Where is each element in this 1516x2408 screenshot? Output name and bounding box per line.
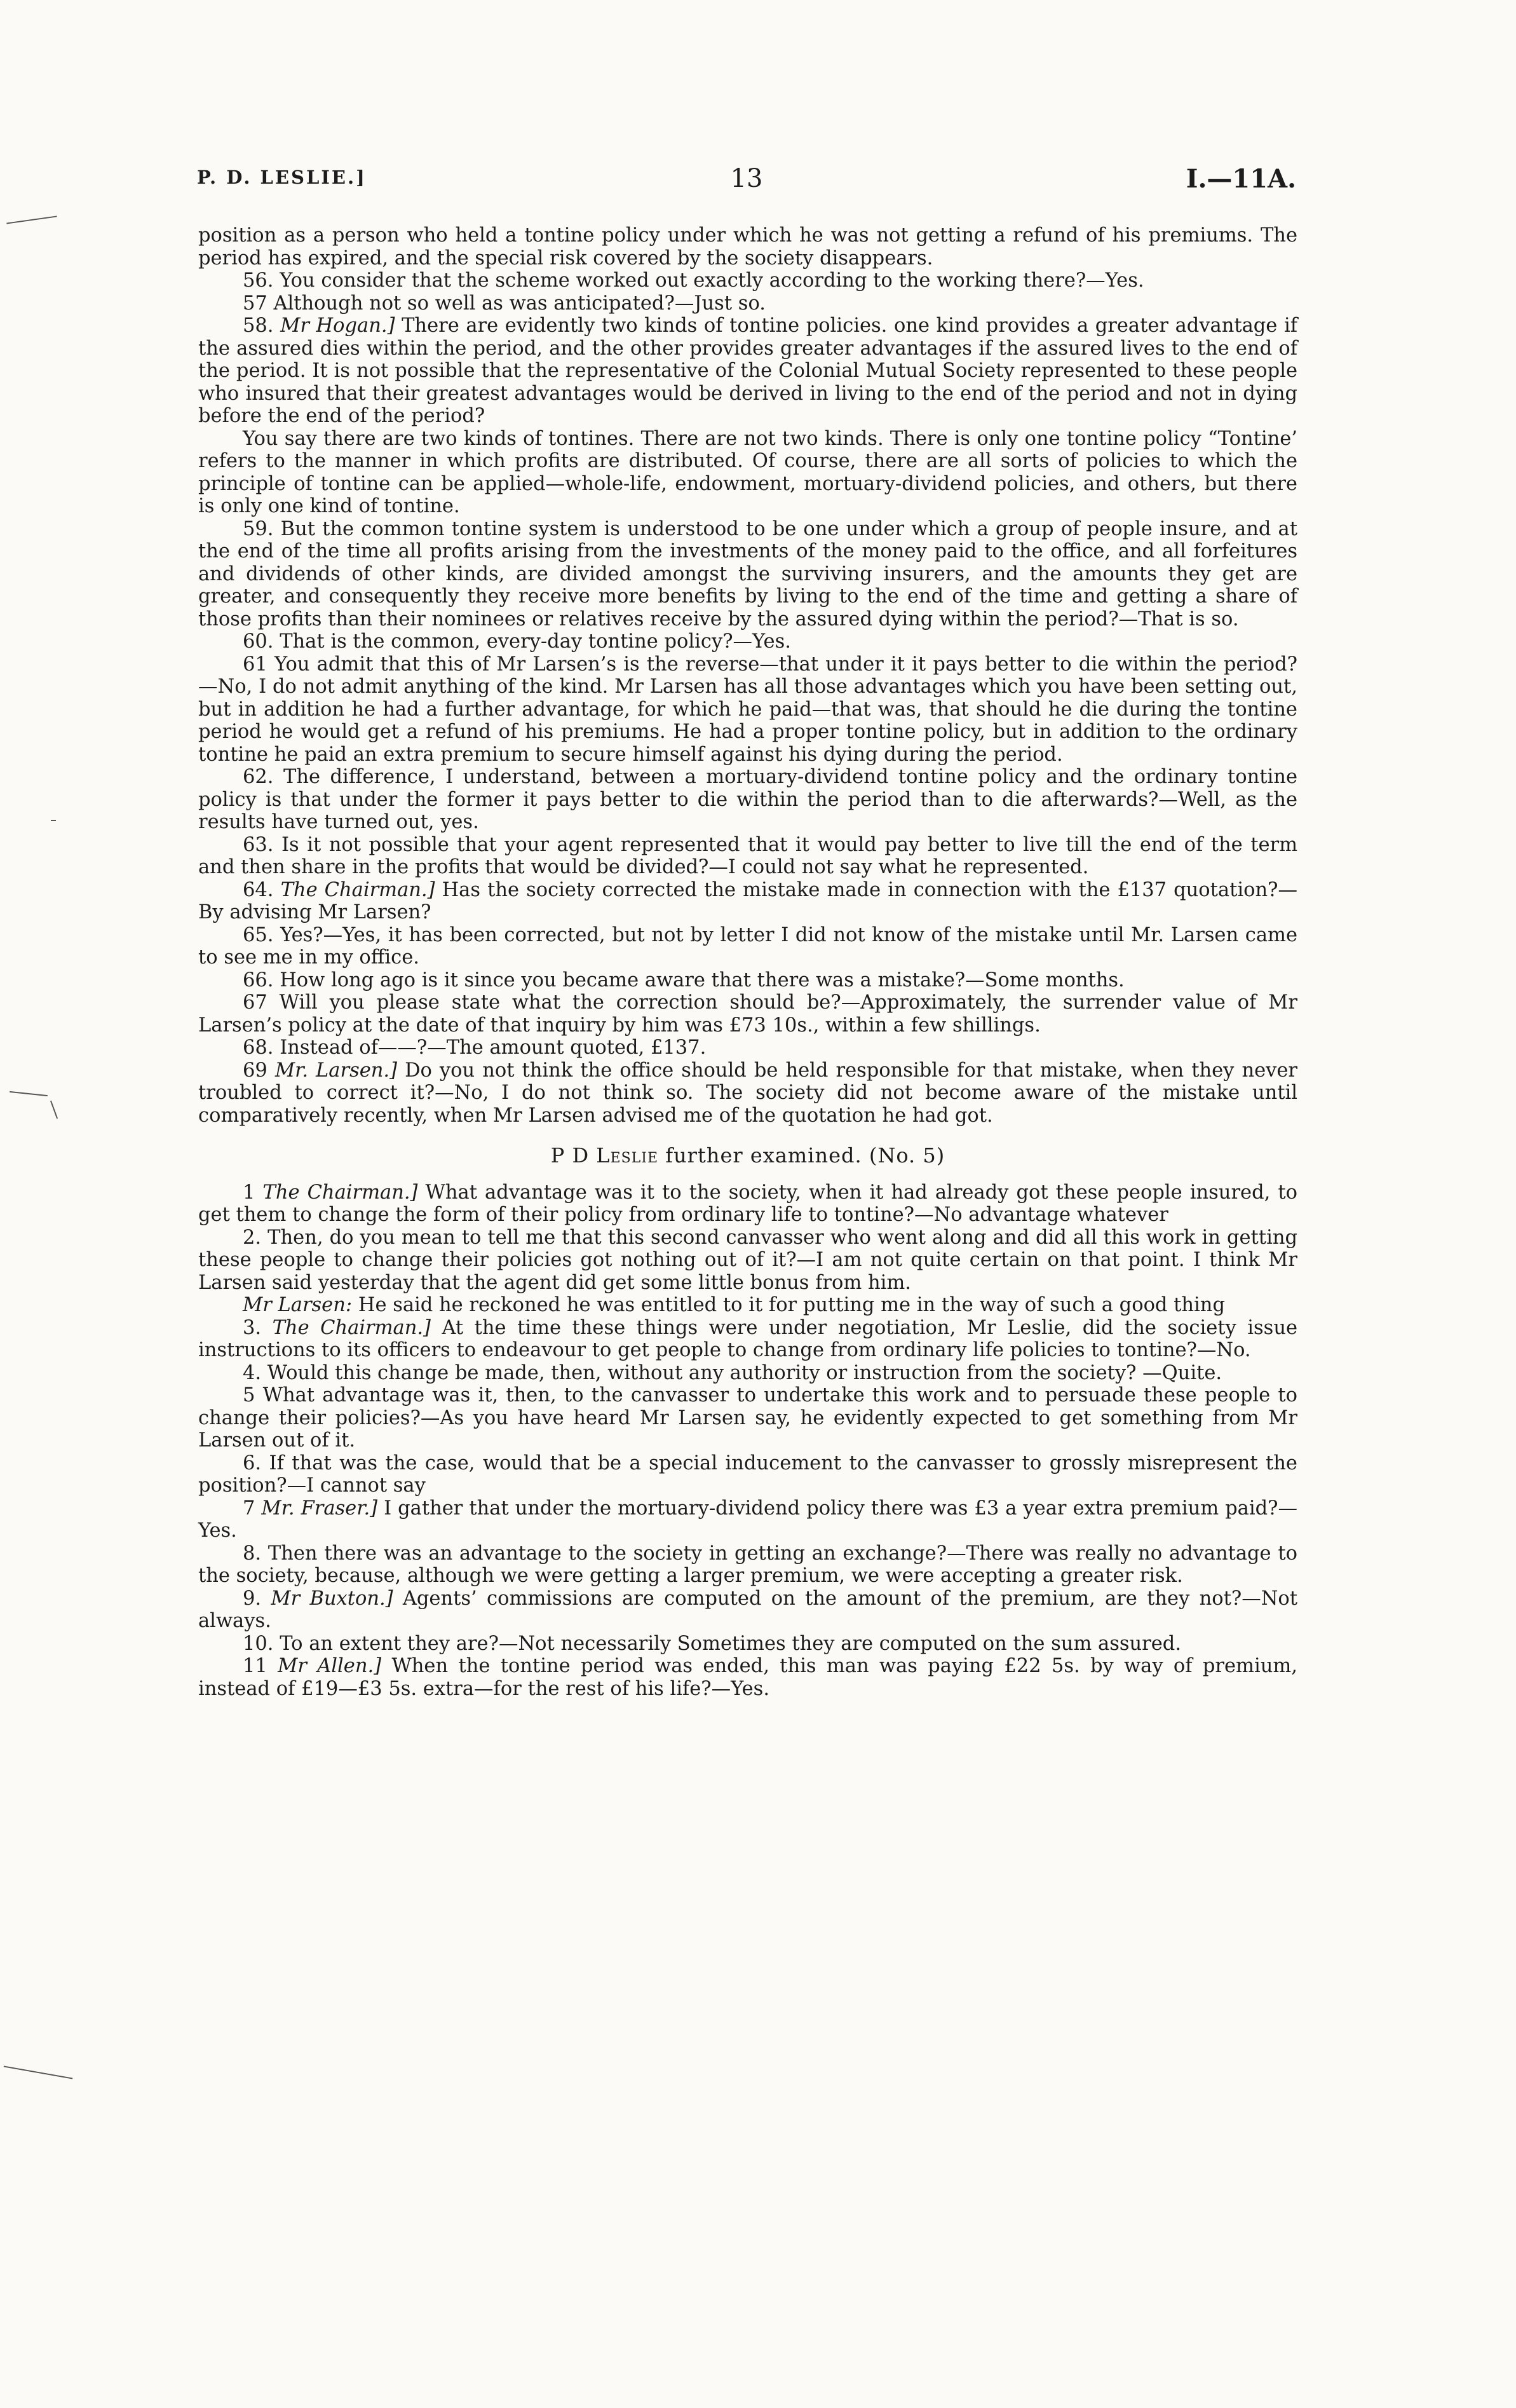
question-number: 9. bbox=[243, 1587, 262, 1610]
paragraph-text: Has the society corrected the mistake made in connection with the £137 quotation?—By advising Mr Larsen? bbox=[198, 878, 1297, 923]
paragraph-text: 66. How long ago is it since you became aware that there was a mistake?—Some months. bbox=[243, 969, 1125, 991]
qa-paragraph bbox=[198, 1452, 1297, 1497]
qa-paragraph bbox=[198, 1294, 1297, 1317]
paragraph-text: 5 What advantage was it, then, to the canvasser to undertake this work and to persuade these people to change their policies?—As you have heard Mr Larsen say, he evidently expected to get something from Mr Larsen out of it. bbox=[198, 1384, 1297, 1452]
question-number: 69 bbox=[243, 1059, 267, 1082]
paragraph-text: 63. Is it not possible that your agent represented that it would pay better to live till the end of the term and then share in the profits that would be divided?—I could not say what he represented. bbox=[198, 833, 1297, 878]
speaker: Mr Buxton.] bbox=[271, 1587, 393, 1610]
margin-mark bbox=[4, 2065, 73, 2079]
margin-mark bbox=[10, 1091, 48, 1096]
qa-paragraph bbox=[198, 1227, 1297, 1295]
paragraph-text: There are evidently two kinds of tontine policies. one kind provides a greater advantage if the assured dies within the period, and the other provides greater advantages if the assured lives to the end of the period. It is not possible that the representative of the Colonial Mutual Society represented to these people who insured that their greatest advantages would be derived in living to the end of the period and not in dying before the end of the period? bbox=[198, 315, 1297, 427]
witness-name: P. D. LESLIE.] bbox=[197, 167, 367, 188]
question-number: 11 bbox=[243, 1655, 267, 1677]
paragraph-text: When the tontine period was ended, this man was paying £22 5s. by way of premium, instead of £19—£3 5s. extra—for the rest of his life?—Yes. bbox=[198, 1655, 1297, 1700]
qa-paragraph bbox=[198, 991, 1297, 1037]
speaker: Mr Larsen: bbox=[243, 1294, 353, 1316]
paragraph-text: position as a person who held a tontine policy under which he was not getting a refund of his premiums. The period has expired, and the special risk covered by the society disappears. bbox=[198, 224, 1297, 269]
continuation-paragraph bbox=[198, 224, 1297, 269]
paragraph-text: 4. Would this change be made, then, without any authority or instruction from the society? —Quite. bbox=[243, 1361, 1222, 1384]
paragraph-text: 60. That is the common, every-day tontine policy?—Yes. bbox=[243, 630, 791, 653]
paragraph-text: 2. Then, do you mean to tell me that this second canvasser who went along and did all this work in getting these people to change their policies got nothing out of it?—I am not quite certain on that point. I think Mr Larsen said yesterday that the agent did get some little bonus from him. bbox=[198, 1226, 1297, 1294]
qa-paragraph bbox=[198, 653, 1297, 766]
document-ref: I.—11A. bbox=[1186, 164, 1296, 194]
page-body bbox=[198, 224, 1297, 1700]
paragraph-text: Do you not think the office should be held responsible for that mistake, when they never troubled to correct it?—No, I do not think so. The society did not become aware of the mistake until comparatively recently, when Mr Larsen advised me of the quotation he had got. bbox=[198, 1059, 1297, 1127]
paragraph-text: 8. Then there was an advantage to the society in getting an exchange?—There was really no advantage to the society, because, although we were getting a larger premium, we were accepting a greater risk. bbox=[198, 1542, 1297, 1587]
paragraph-text: What advantage was it to the society, when it had already got these people insured, to get them to change the form of their policy from ordinary life to tontine?—No advantage whatever bbox=[198, 1181, 1297, 1226]
paragraph-text: 56. You consider that the scheme worked out exactly according to the working there?—Yes. bbox=[243, 269, 1144, 292]
speaker: Mr. Fraser.] bbox=[261, 1497, 378, 1520]
continuation-paragraph bbox=[198, 428, 1297, 518]
margin-mark bbox=[6, 215, 57, 224]
qa-paragraph bbox=[198, 1542, 1297, 1588]
page-number: 13 bbox=[730, 164, 763, 193]
paragraph-text: 57 Although not so well as was anticipated?—Just so. bbox=[243, 292, 766, 315]
qa-paragraph bbox=[198, 834, 1297, 879]
qa-paragraph bbox=[198, 924, 1297, 969]
qa-paragraph bbox=[198, 1655, 1297, 1700]
surname: Leslie bbox=[596, 1143, 659, 1167]
qa-paragraph bbox=[198, 630, 1297, 653]
qa-paragraph bbox=[198, 1497, 1297, 1542]
paragraph-text: 67 Will you please state what the correction should be?—Approximately, the surrender value of Mr Larsen’s policy at the date of that inquiry by him was £73 10s., within a few shillings. bbox=[198, 991, 1297, 1037]
margin-mark bbox=[51, 820, 56, 821]
question-number: 3. bbox=[243, 1316, 262, 1339]
qa-paragraph bbox=[198, 1181, 1297, 1227]
qa-paragraph bbox=[198, 766, 1297, 834]
page-header bbox=[197, 164, 1296, 202]
initials: P D bbox=[550, 1143, 590, 1167]
qa-paragraph bbox=[198, 879, 1297, 924]
qa-paragraph bbox=[198, 1317, 1297, 1362]
speaker: Mr Hogan.] bbox=[280, 315, 395, 337]
paragraph-text: I gather that under the mortuary-dividend policy there was £3 a year extra premium paid?—Yes. bbox=[198, 1497, 1298, 1542]
speaker: The Chairman.] bbox=[272, 1316, 431, 1339]
qa-paragraph bbox=[198, 1588, 1297, 1633]
paragraph-text: 59. But the common tontine system is understood to be one under which a group of people insure, and at the end of the time all profits arising from the investments of the money paid to the office, and all forfeitures and dividends of other kinds, are divided amongst the surviving insurers, and the amounts they get are greater, and consequently they receive more benefits by living to the end of the time and getting a share of those profits than their nominees or relatives receive by the assured dying within the period?—That is so. bbox=[198, 517, 1297, 630]
question-number: 1 bbox=[243, 1181, 255, 1204]
qa-paragraph bbox=[198, 1059, 1297, 1127]
paragraph-text: At the time these things were under negotiation, Mr Leslie, did the society issue instructions to its officers to endeavour to get people to change from ordinary life policies to tontine?—No. bbox=[198, 1316, 1298, 1361]
qa-paragraph bbox=[198, 518, 1297, 631]
qa-paragraph bbox=[198, 1633, 1297, 1656]
qa-paragraph bbox=[198, 969, 1297, 992]
speaker: The Chairman.] bbox=[280, 878, 435, 901]
paragraph-text: Agents’ commissions are computed on the amount of the premium, are they not?—Not always. bbox=[198, 1587, 1297, 1632]
qa-paragraph bbox=[198, 1384, 1297, 1452]
speaker: Mr. Larsen.] bbox=[274, 1059, 398, 1082]
paragraph-text: You say there are two kinds of tontines. There are not two kinds. There is only one tontine policy “Tontine’ refers to the manner in which profits are distributed. Of course, there are all sorts of policies to which the principle of tontine can be applied—whole-life, endowment, mortuary-dividend policies, and others, but there is only one kind of tontine. bbox=[198, 427, 1297, 517]
qa-paragraph bbox=[198, 292, 1297, 315]
paragraph-text: 65. Yes?—Yes, it has been corrected, but not by letter I did not know of the mistake until Mr. Larsen came to see me in my office. bbox=[198, 923, 1297, 969]
examination-heading bbox=[198, 1145, 1297, 1167]
margin-mark bbox=[50, 1101, 58, 1119]
paragraph-text: 68. Instead of——?—The amount quoted, £137. bbox=[243, 1037, 707, 1059]
qa-paragraph bbox=[198, 315, 1297, 428]
paragraph-text: He said he reckoned he was entitled to it for putting me in the way of such a good thing bbox=[358, 1294, 1225, 1316]
speaker: Mr Allen.] bbox=[278, 1655, 382, 1677]
paragraph-text: 62. The difference, I understand, between a mortuary-dividend tontine policy and the ordinary tontine policy is that under the former it pays better to die within the period than to die afterwards?—Well, as the results have turned out, yes. bbox=[198, 766, 1297, 833]
paragraph-text: 10. To an extent they are?—Not necessarily Sometimes they are computed on the sum assured. bbox=[243, 1632, 1182, 1655]
qa-paragraph bbox=[198, 1362, 1297, 1385]
heading-text: further examined. (No. 5) bbox=[665, 1143, 945, 1167]
paragraph-text: 6. If that was the case, would that be a special inducement to the canvasser to grossly misrepresent the position?—I cannot say bbox=[198, 1452, 1297, 1497]
question-number: 7 bbox=[243, 1497, 255, 1520]
qa-paragraph bbox=[198, 1037, 1297, 1059]
paragraph-text: 61 You admit that this of Mr Larsen’s is the reverse—that under it it pays better to die within the period?—No, I do not admit anything of the kind. Mr Larsen has all those advantages which you have been setting out, but in addition he had a further advantage, for which he paid—that was, that should he die during the tontine period he would get a refund of his premiums. He had a proper tontine policy, but in addition to the ordinary tontine he paid an extra premium to secure himself against his dying during the period. bbox=[198, 653, 1297, 766]
qa-paragraph bbox=[198, 269, 1297, 292]
question-number: 58. bbox=[243, 315, 274, 337]
question-number: 64. bbox=[243, 878, 274, 901]
speaker: The Chairman.] bbox=[262, 1181, 418, 1204]
